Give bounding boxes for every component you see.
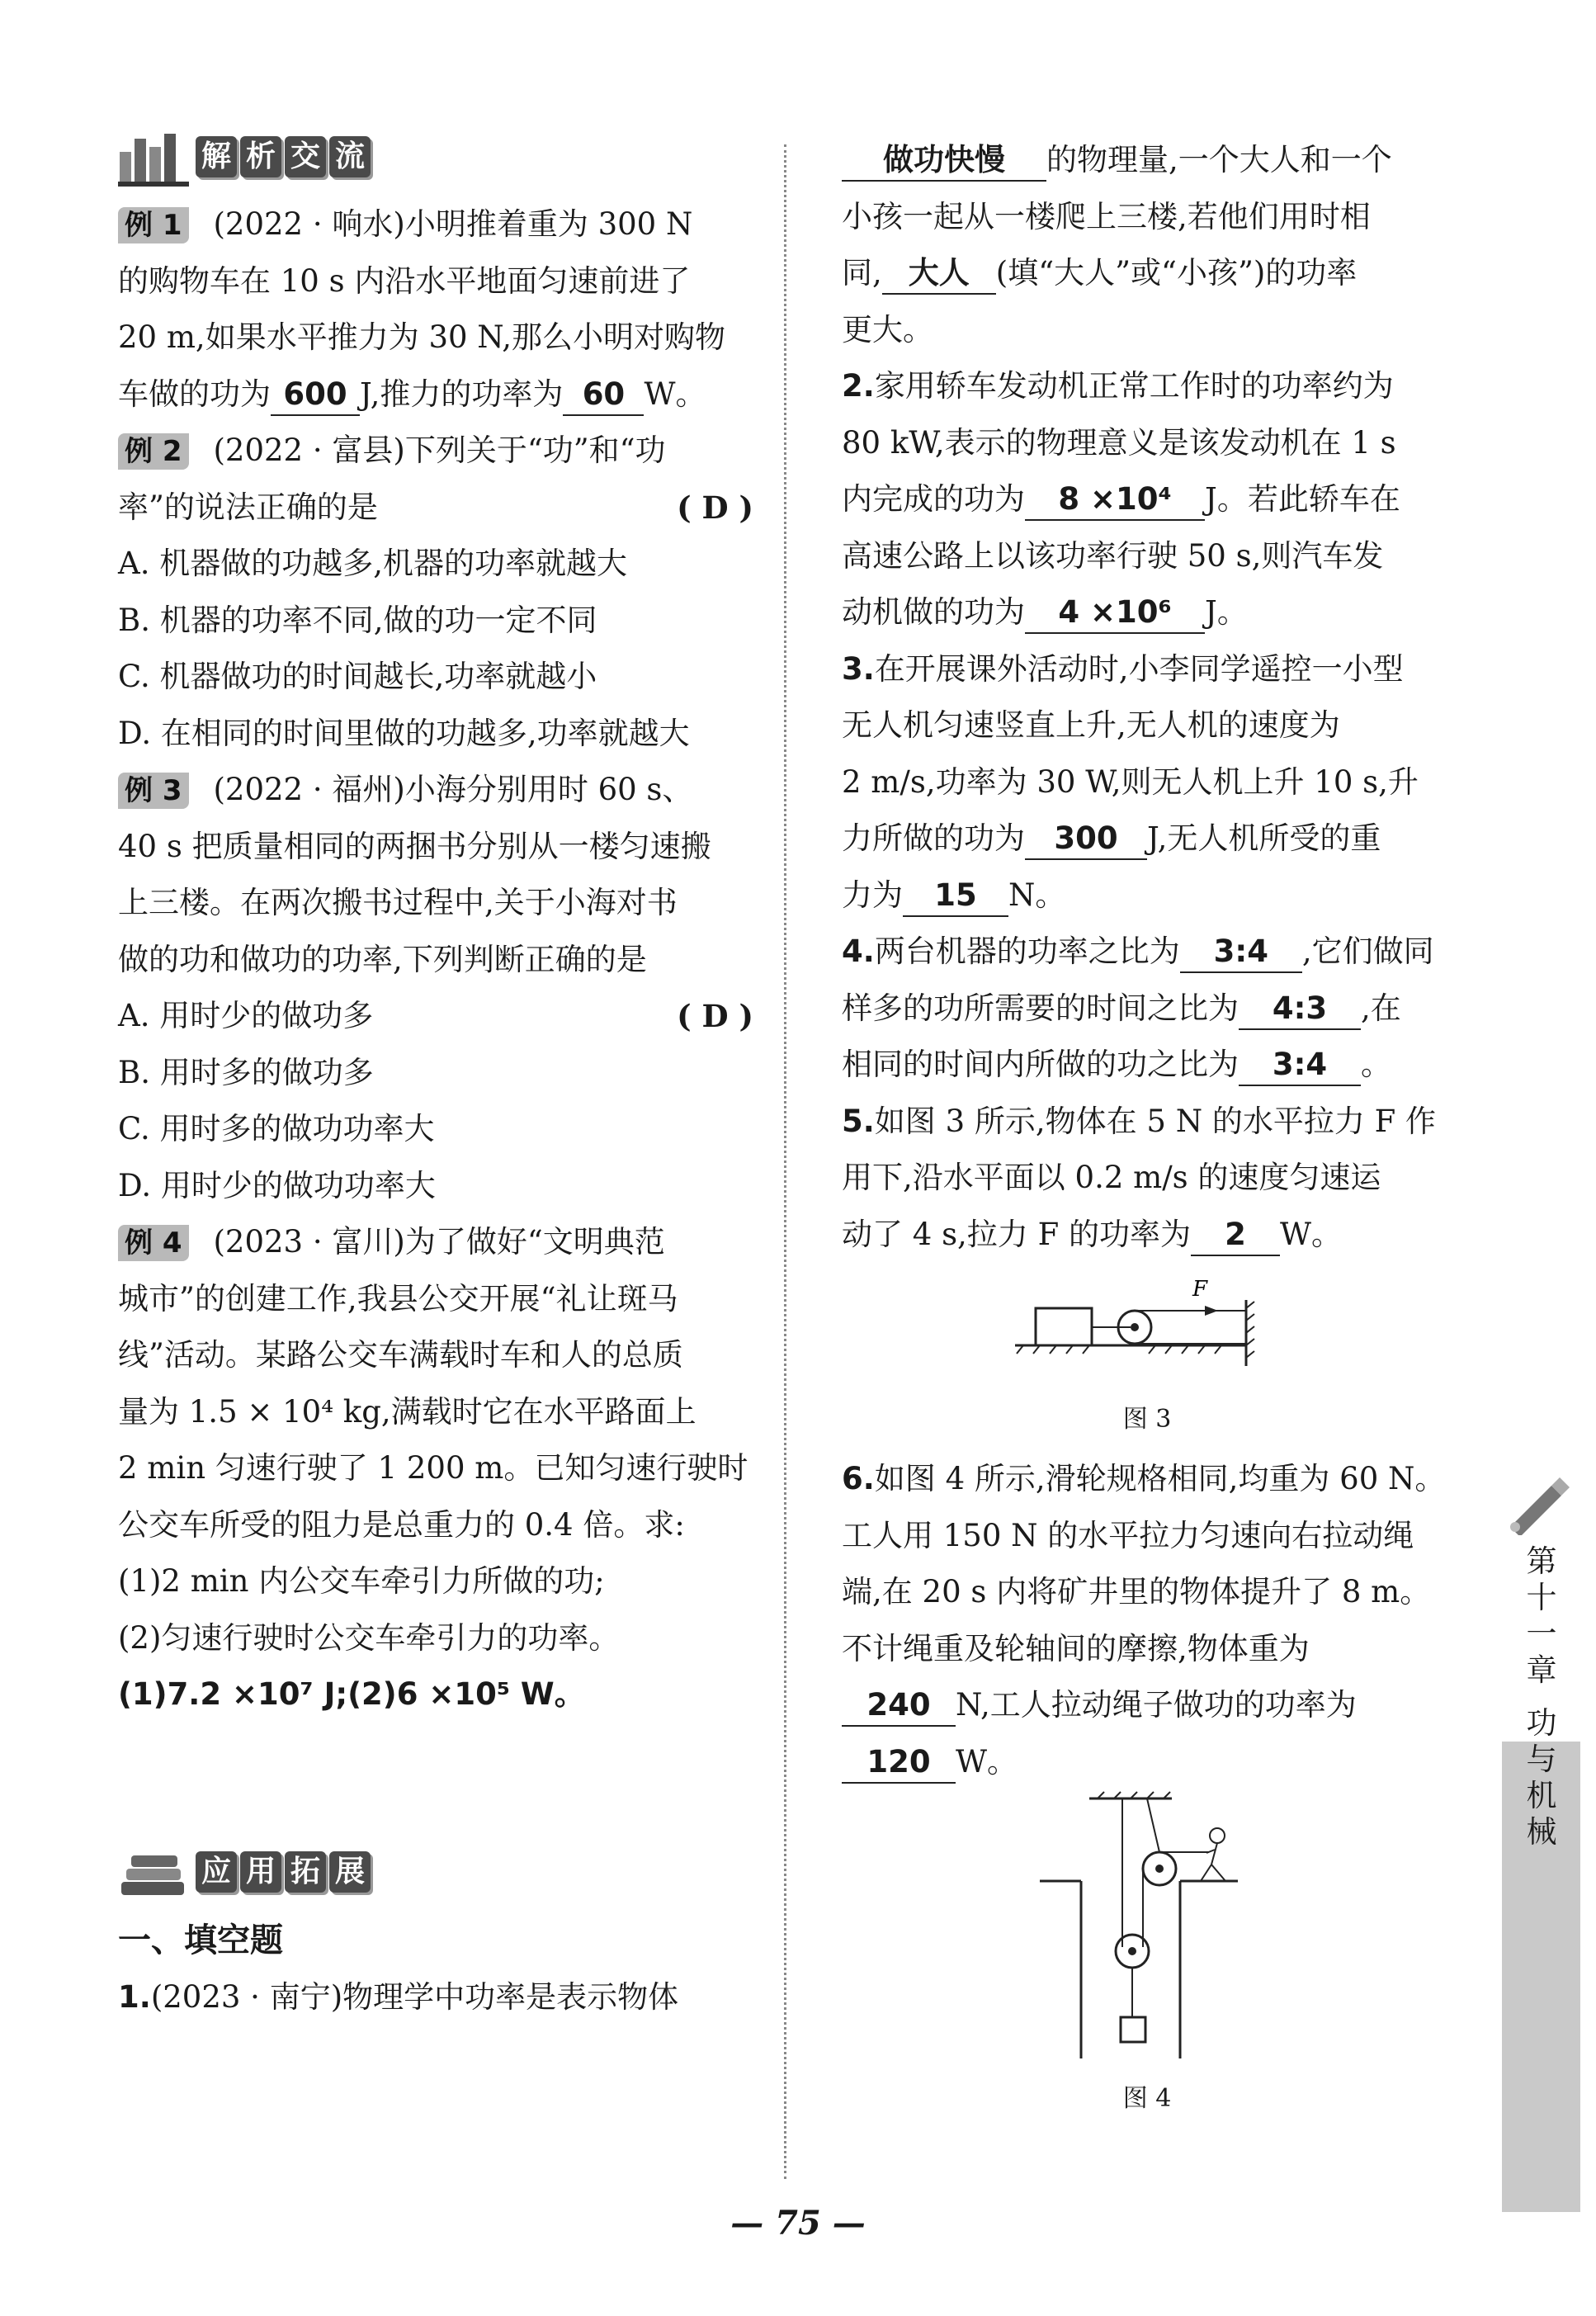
text-line: (2)匀速行驶时公交车牵引力的功率。 [118,1619,620,1656]
text-line: 2 min 匀速行驶了 1 200 m。已知匀速行驶时 [118,1450,748,1486]
right-column [842,132,1452,2114]
choice-answer: ( D ) [677,998,753,1034]
figure-4 [842,1790,1452,2114]
text-line: 高速公路上以该功率行驶 50 s,则汽车发 [842,537,1384,574]
option: B. 用时多的做功多 [118,1054,374,1090]
text-fragment: 车做的功为 [118,376,271,412]
chapter-char: 第 [1526,1543,1557,1579]
text-line: (2022 · 福州)小海分别用时 60 s、 [213,772,693,807]
chapter-char: 一 [1526,1616,1557,1652]
text-line: 的购物车在 10 s 内沿水平地面匀速前进了 [118,262,691,299]
answer-blank: 300 [1025,819,1147,860]
answer-blank: 60 [563,375,644,416]
chapter-char: 章 [1526,1652,1557,1688]
chart-icon [118,127,189,187]
example-tag: 例 2 [118,433,189,470]
header-char: 拓 [285,1851,326,1893]
answer-blank: 8 ×10⁴ [1025,480,1205,521]
text-fragment: W。 [644,376,706,412]
question-5 [842,1094,1452,1435]
page-number: — 75 — [730,2204,866,2243]
chapter-title-char: 与 [1526,1742,1557,1777]
mine-pulley-diagram [1023,1790,1271,2063]
text-fragment: W。 [956,1743,1018,1780]
question-number: 5. [842,1103,875,1139]
option: B. 机器的功率不同,做的功一定不同 [118,602,597,638]
option: C. 机器做功的时间越长,功率就越小 [118,659,597,694]
chapter-title-char: 功 [1526,1705,1557,1741]
text-line: 用下,沿水平面以 0.2 m/s 的速度匀速运 [842,1160,1381,1195]
figure-caption: 图 3 [1122,1405,1172,1434]
text-line: (1)2 min 内公交车牵引力所做的功; [118,1563,605,1599]
option: A. 用时少的做功多 [118,998,374,1033]
text-fragment: 的物理量,一个大人和一个 [1046,142,1392,177]
text-fragment: W。 [1280,1216,1343,1252]
header-char: 展 [329,1851,371,1893]
text-line: 80 kW,表示的物理意义是该发动机在 1 s [842,424,1396,461]
text-line: 线”活动。某路公交车满载时车和人的总质 [118,1337,683,1373]
option: A. 机器做的功越多,机器的功率就越大 [118,546,628,581]
answer-blank: 4:3 [1239,989,1361,1030]
text-line: 40 s 把质量相同的两捆书分别从一楼匀速搬 [118,828,711,864]
answer-blank: 2 [1191,1215,1280,1256]
text-line: 端,在 20 s 内将矿井里的物体提升了 8 m。 [842,1574,1431,1609]
text-line: 更大。 [842,311,933,347]
text-fragment: 力所做的功为 [842,820,1025,856]
text-line: (2022 · 富县)下列关于“功”和“功 [213,432,666,468]
answer-blank: 4 ×10⁶ [1025,593,1205,634]
answer-blank: 大人 [882,253,996,295]
section-title: 一、填空题 [118,1921,283,1959]
example-4 [118,1214,753,1723]
chapter-title-char: 械 [1526,1814,1557,1850]
header-char: 解 [196,136,237,177]
section-header-extension [118,1839,753,1905]
chapter-title-char: 机 [1526,1778,1557,1813]
question-4 [842,924,1452,1094]
option: D. 在相同的时间里做的功越多,功率就越大 [118,715,690,751]
figure-caption: 图 4 [1122,2084,1172,2113]
example-tag: 例 4 [118,1225,189,1261]
force-label: F [1192,1277,1208,1302]
text-fragment: J。 [1205,594,1248,630]
header-char: 析 [240,136,281,177]
example-1 [118,196,753,423]
text-fragment: J,无人机所受的重 [1147,820,1381,856]
text-line: 工人用 150 N 的水平拉力匀速向右拉动绳 [842,1517,1414,1553]
text-line: (2023 · 富川)为了做好“文明典范 [213,1224,665,1260]
text-line: 不计绳重及轮轴间的摩擦,物体重为 [842,1630,1310,1666]
text-fragment: 家用轿车发动机正常工作时的功率约为 [874,368,1394,404]
text-fragment: J,推力的功率为 [360,376,564,412]
text-line: 量为 1.5 × 10⁴ kg,满载时它在水平路面上 [118,1393,696,1430]
example-tag: 例 1 [118,207,189,243]
question-6 [842,1451,1452,2114]
block-pulley-diagram [1007,1263,1287,1378]
text-fragment: N,工人拉动绳子做功的功率为 [956,1687,1357,1723]
text-fragment: 力为 [842,877,903,913]
pencil-icon [1502,1469,1576,1535]
worked-answer: (1)7.2 ×10⁷ J;(2)6 ×10⁵ W。 [118,1676,585,1712]
text-fragment: 两台机器的功率之比为 [874,933,1180,969]
answer-blank: 15 [903,876,1008,917]
example-2 [118,423,753,762]
text-fragment: J。若此轿车在 [1205,481,1400,517]
question-number: 2. [842,368,875,404]
header-char: 流 [329,136,371,177]
left-column [118,124,753,2025]
column-divider [784,144,786,2179]
header-char: 应 [196,1851,237,1893]
choice-answer: ( D ) [677,489,753,526]
text-line: 城市”的创建工作,我县公交开展“礼让斑马 [118,1280,678,1316]
text-fragment: N。 [1008,877,1066,913]
text-fragment: 。 [1361,1047,1391,1082]
question-3 [842,641,1452,924]
option: D. 用时少的做功功率大 [118,1167,436,1203]
question-number: 1. [118,1978,151,2015]
text-line: 公交车所受的阻力是总重力的 0.4 倍。求: [118,1506,685,1543]
text-line: 率”的说法正确的是 [118,489,378,525]
question-number: 6. [842,1461,875,1496]
text-line: 小孩一起从一楼爬上三楼,若他们用时相 [842,198,1371,234]
question-1-cont [842,132,1452,358]
text-fragment: 如图 4 所示,滑轮规格相同,均重为 60 N。 [874,1461,1446,1496]
answer-blank: 3:4 [1180,932,1302,973]
answer-blank: 240 [842,1685,956,1727]
text-line: 20 m,如果水平推力为 30 N,那么小明对购物 [118,319,726,355]
books-icon [118,1842,189,1902]
chapter-char: 十 [1526,1580,1557,1615]
text-fragment: 同, [842,255,882,291]
chapter-label [1500,1543,1583,1850]
text-line: 做的功和做功的功率,下列判断正确的是 [118,941,647,977]
text-fragment: 动了 4 s,拉力 F 的功率为 [842,1216,1192,1252]
question-number: 3. [842,650,875,687]
header-char: 用 [240,1851,281,1893]
section-header-analysis [118,124,753,190]
question-number: 4. [842,933,875,969]
text-fragment: 如图 3 所示,物体在 5 N 的水平拉力 F 作 [874,1103,1437,1139]
text-fragment: 内完成的功为 [842,481,1025,517]
text-fragment: 在开展课外活动时,小李同学遥控一小型 [874,650,1404,687]
example-3 [118,762,753,1214]
text-fragment: 动机做的功为 [842,594,1025,630]
text-line: 无人机匀速竖直上升,无人机的速度为 [842,707,1340,743]
text-fragment: (填“大人”或“小孩”)的功率 [995,255,1358,291]
text-fragment: 相同的时间内所做的功之比为 [842,1047,1239,1082]
text-line: (2022 · 响水)小明推着重为 300 N [213,206,693,242]
figure-3 [842,1263,1452,1435]
text-fragment: ,在 [1361,990,1401,1026]
text-fragment: (2023 · 南宁)物理学中功率是表示物体 [150,1978,679,2015]
text-line: 2 m/s,功率为 30 W,则无人机上升 10 s,升 [842,763,1419,800]
option: C. 用时多的做功功率大 [118,1111,435,1146]
answer-blank: 600 [271,375,360,416]
answer-blank: 3:4 [1239,1045,1361,1086]
header-char: 交 [285,136,326,177]
text-line: 上三楼。在两次搬书过程中,关于小海对书 [118,885,678,920]
answer-blank: 做功快慢 [842,140,1046,182]
text-fragment: 样多的功所需要的时间之比为 [842,990,1239,1026]
question-2 [842,358,1452,641]
text-fragment: ,它们做同 [1301,933,1434,969]
example-tag: 例 3 [118,773,189,809]
answer-blank: 120 [842,1742,956,1784]
